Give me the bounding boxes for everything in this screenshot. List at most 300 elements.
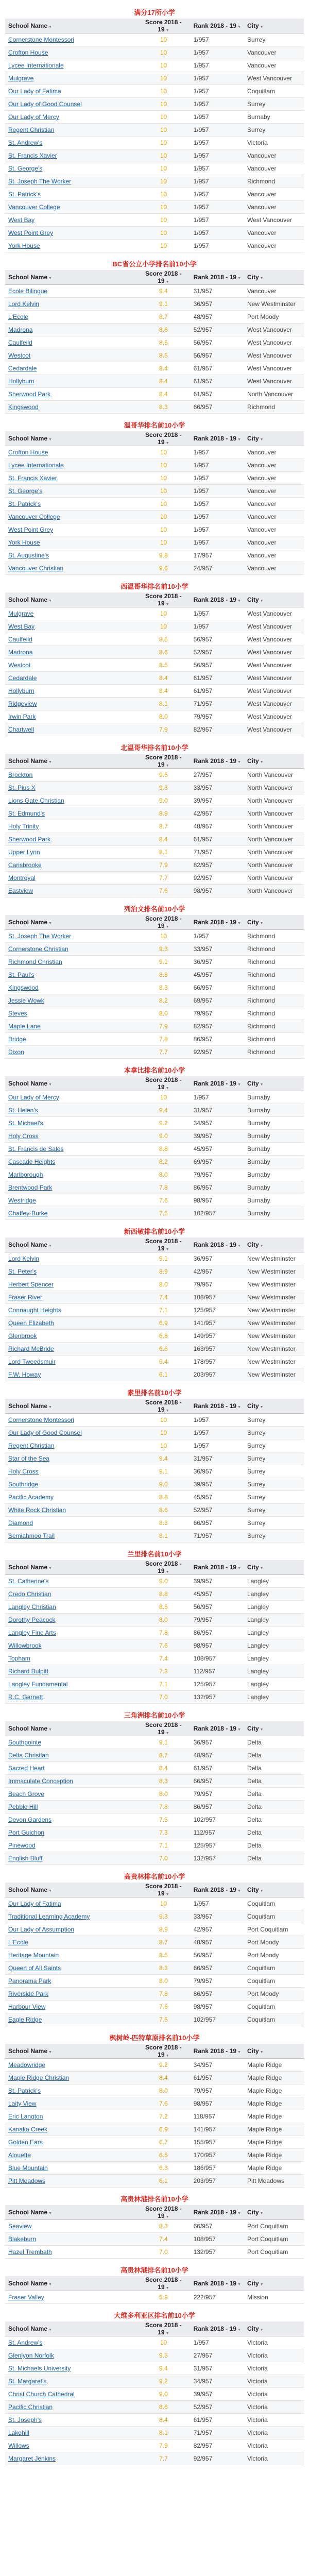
score-header[interactable] xyxy=(136,1076,190,1091)
school-name-link[interactable]: Queen Elizabeth xyxy=(5,1317,136,1330)
score-value: 10 xyxy=(136,485,190,498)
school-name-header[interactable] xyxy=(5,2321,136,2336)
school-name-header[interactable] xyxy=(5,1721,136,1736)
score-value: 7.5 xyxy=(136,1814,190,1826)
sort-icon[interactable]: ▼ xyxy=(48,1728,52,1732)
school-name-link[interactable]: F.W. Howay xyxy=(5,1368,136,1381)
school-name-header[interactable] xyxy=(5,270,136,285)
school-name-link[interactable]: St. Francis Xavier xyxy=(5,149,136,162)
school-name-link[interactable]: Pebble Hill xyxy=(5,1801,136,1814)
school-name-link[interactable]: Richard McBride xyxy=(5,1343,136,1355)
score-header[interactable] xyxy=(136,1883,190,1897)
sort-icon[interactable]: ▼ xyxy=(260,2212,264,2215)
school-name-link[interactable]: Carisbrooke xyxy=(5,859,136,872)
school-name-link[interactable]: Ridgeview xyxy=(5,698,136,710)
school-name-link[interactable]: Cornerstone Montessori xyxy=(5,1414,136,1427)
school-name-link[interactable]: Bridge xyxy=(5,1033,136,1046)
school-name-link[interactable]: Eagle Ridge xyxy=(5,2013,136,2026)
school-name-link[interactable]: Fraser Valley xyxy=(5,2291,136,2304)
school-name-link[interactable]: Delta Christian xyxy=(5,1749,136,1762)
sort-icon[interactable]: ▼ xyxy=(165,1087,169,1090)
school-name-link[interactable]: Meadowridge xyxy=(5,2059,136,2072)
city-header[interactable] xyxy=(244,592,304,607)
sort-icon[interactable]: ▼ xyxy=(237,2283,241,2286)
school-name-link[interactable]: Alouette xyxy=(5,2149,136,2162)
school-name-link[interactable]: Panorama Park xyxy=(5,1975,136,1988)
school-name-link[interactable]: West Bay xyxy=(5,620,136,633)
school-name-link[interactable]: St. Andrew's xyxy=(5,2336,136,2349)
school-name-link[interactable]: Our Lady of Good Counsel xyxy=(5,98,136,111)
table-row xyxy=(5,794,304,807)
sort-icon[interactable]: ▼ xyxy=(48,438,52,442)
school-name-link[interactable]: Westcot xyxy=(5,349,136,362)
school-name-link[interactable]: Christ Church Cathedral xyxy=(5,2388,136,2401)
school-name-link[interactable]: Our Lady of Mercy xyxy=(5,111,136,124)
school-name-link[interactable]: Willowbrook xyxy=(5,1639,136,1652)
score-value: 10 xyxy=(136,459,190,472)
school-name-link[interactable]: Riverside Park xyxy=(5,1988,136,2001)
sort-icon[interactable]: ▼ xyxy=(48,1405,52,1409)
school-name-link[interactable]: Vancouver Christian xyxy=(5,562,136,575)
sort-icon[interactable]: ▼ xyxy=(48,1083,52,1087)
sort-icon[interactable]: ▼ xyxy=(48,2212,52,2215)
rank-header[interactable] xyxy=(191,270,244,285)
table-header xyxy=(5,431,304,446)
school-name-link[interactable]: Westridge xyxy=(5,1194,136,1207)
sort-icon[interactable]: ▼ xyxy=(260,25,264,29)
school-name-link[interactable]: Traditional Learning Academy xyxy=(5,1910,136,1923)
sort-icon[interactable]: ▼ xyxy=(237,25,241,29)
school-name-link[interactable]: West Point Grey xyxy=(5,227,136,240)
school-name-link[interactable]: St. Joseph The Worker xyxy=(5,930,136,943)
city-header[interactable] xyxy=(244,431,304,446)
school-name-link[interactable]: Madrona xyxy=(5,324,136,336)
sort-icon[interactable]: ▼ xyxy=(260,2283,264,2286)
city-header[interactable] xyxy=(244,2205,304,2220)
rank-value: 79/957 xyxy=(191,1278,244,1291)
school-name-link[interactable]: St. Edmund's xyxy=(5,807,136,820)
rank-header[interactable] xyxy=(191,1721,244,1736)
school-name-link[interactable]: English Bluff xyxy=(5,1852,136,1865)
school-name-link[interactable]: Vancouver College xyxy=(5,201,136,214)
school-name-link[interactable]: Brentwood Park xyxy=(5,1181,136,1194)
score-header[interactable] xyxy=(136,431,190,446)
school-name-link[interactable]: York House xyxy=(5,240,136,252)
school-name-link[interactable]: Devon Gardens xyxy=(5,1814,136,1826)
school-name-link[interactable]: Crofton House xyxy=(5,446,136,459)
school-name-link[interactable]: Cedardale xyxy=(5,362,136,375)
school-name-header[interactable] xyxy=(5,1076,136,1091)
school-name-link[interactable]: Eric Langton xyxy=(5,2110,136,2123)
sort-icon[interactable]: ▼ xyxy=(237,1405,241,1409)
school-name-link[interactable]: Our Lady of Mercy xyxy=(5,1091,136,1104)
school-name-link[interactable]: Herbert Spencer xyxy=(5,1278,136,1291)
sort-icon[interactable]: ▼ xyxy=(165,442,169,445)
city-header[interactable] xyxy=(244,1238,304,1252)
school-name-link[interactable]: Diamond xyxy=(5,1517,136,1530)
rank-header[interactable] xyxy=(191,592,244,607)
school-name-link[interactable]: Ecole Bilingue xyxy=(5,285,136,298)
city-value: New Westminster xyxy=(244,1343,304,1355)
city-value: Richmond xyxy=(244,1033,304,1046)
school-name-link[interactable]: Holy Trinity xyxy=(5,820,136,833)
school-name-link[interactable]: Kingswood xyxy=(5,401,136,414)
school-name-link[interactable]: Credo Christian xyxy=(5,1588,136,1601)
sort-icon[interactable]: ▼ xyxy=(48,760,52,764)
school-name-header[interactable] xyxy=(5,1560,136,1575)
sort-icon[interactable]: ▼ xyxy=(237,922,241,925)
school-name-link[interactable]: Margaret Jenkins xyxy=(5,2452,136,2465)
school-name-link[interactable]: St. Patrick's xyxy=(5,498,136,511)
table-row xyxy=(5,1949,304,1962)
rank-header[interactable] xyxy=(191,1076,244,1091)
sort-icon[interactable]: ▼ xyxy=(260,599,264,603)
sort-icon[interactable]: ▼ xyxy=(48,599,52,603)
school-name-link[interactable]: L'Ecole xyxy=(5,1936,136,1949)
school-name-link[interactable]: St. Helen's xyxy=(5,1104,136,1117)
school-name-link[interactable]: R.C. Garnett xyxy=(5,1691,136,1704)
school-name-link[interactable]: Laity View xyxy=(5,2097,136,2110)
sort-icon[interactable]: ▼ xyxy=(237,599,241,603)
rank-header[interactable] xyxy=(191,1560,244,1575)
sort-icon[interactable]: ▼ xyxy=(260,760,264,764)
school-name-link[interactable]: Crofton House xyxy=(5,46,136,59)
sort-icon[interactable]: ▼ xyxy=(165,29,169,32)
school-name-link[interactable]: Maple Ridge Christian xyxy=(5,2072,136,2084)
school-name-link[interactable]: Seaview xyxy=(5,2220,136,2233)
rank-value: 34/957 xyxy=(191,2059,244,2072)
school-name-link[interactable]: Harbour View xyxy=(5,2001,136,2013)
sort-icon[interactable]: ▼ xyxy=(237,2212,241,2215)
school-name-link[interactable]: Lycee Internationale xyxy=(5,59,136,72)
school-name-link[interactable]: Langley Fine Arts xyxy=(5,1626,136,1639)
school-name-link[interactable]: Lord Tweedsmuir xyxy=(5,1355,136,1368)
school-name-link[interactable]: St. Francis de Sales xyxy=(5,1143,136,1156)
rank-header[interactable] xyxy=(191,1399,244,1414)
score-header[interactable] xyxy=(136,915,190,930)
school-name-link[interactable]: St. George's xyxy=(5,485,136,498)
school-name-header[interactable] xyxy=(5,19,136,33)
sort-icon[interactable]: ▼ xyxy=(237,1083,241,1087)
school-name-link[interactable]: Langley Fundamental xyxy=(5,1678,136,1691)
school-name-link[interactable]: Glenlyon Norfolk xyxy=(5,2349,136,2362)
sort-icon[interactable]: ▼ xyxy=(165,764,169,768)
city-header[interactable] xyxy=(244,270,304,285)
school-name-link[interactable]: Richmond Christian xyxy=(5,956,136,969)
school-name-link[interactable]: Pinewood xyxy=(5,1839,136,1852)
school-name-link[interactable]: Eastview xyxy=(5,885,136,897)
school-name-link[interactable]: Port Guichon xyxy=(5,1826,136,1839)
sort-icon[interactable]: ▼ xyxy=(48,1889,52,1893)
school-name-link[interactable]: St. Catherine's xyxy=(5,1575,136,1588)
city-header[interactable] xyxy=(244,754,304,769)
score-header[interactable] xyxy=(136,1238,190,1252)
sort-icon[interactable]: ▼ xyxy=(48,2328,52,2332)
school-name-link[interactable]: Hazel Trembath xyxy=(5,2246,136,2259)
sort-icon[interactable]: ▼ xyxy=(260,1567,264,1570)
city-header[interactable] xyxy=(244,2044,304,2059)
score-header[interactable] xyxy=(136,19,190,33)
school-name-link[interactable]: St. Paul's xyxy=(5,969,136,981)
school-name-link[interactable]: Regent Christian xyxy=(5,1439,136,1452)
score-header[interactable] xyxy=(136,1399,190,1414)
school-name-link[interactable]: Caulfeild xyxy=(5,336,136,349)
city-header[interactable] xyxy=(244,1883,304,1897)
city-header[interactable] xyxy=(244,2276,304,2291)
school-name-header[interactable] xyxy=(5,2205,136,2220)
rank-header[interactable] xyxy=(191,915,244,930)
school-name-link[interactable]: Sherwood Park xyxy=(5,833,136,846)
table-row xyxy=(5,1788,304,1801)
school-name-link[interactable]: Heritage Mountain xyxy=(5,1949,136,1962)
school-name-link[interactable]: West Bay xyxy=(5,214,136,227)
school-name-link[interactable]: Blakeburn xyxy=(5,2233,136,2246)
score-header[interactable] xyxy=(136,754,190,769)
rank-header[interactable] xyxy=(191,754,244,769)
school-name-link[interactable]: Our Lady of Good Counsel xyxy=(5,1427,136,1439)
school-name-link[interactable]: Langley Christian xyxy=(5,1601,136,1614)
rank-header[interactable] xyxy=(191,2276,244,2291)
rank-header[interactable] xyxy=(191,19,244,33)
school-name-link[interactable]: Brockton xyxy=(5,769,136,782)
school-name-link[interactable]: Southridge xyxy=(5,1478,136,1491)
school-name-header[interactable] xyxy=(5,2276,136,2291)
rank-value: 56/957 xyxy=(191,1601,244,1614)
sort-icon[interactable]: ▼ xyxy=(237,760,241,764)
school-name-link[interactable]: Cedardale xyxy=(5,672,136,685)
city-header[interactable] xyxy=(244,2321,304,2336)
school-name-link[interactable]: Lions Gate Christian xyxy=(5,794,136,807)
school-name-link[interactable]: Kanaka Creek xyxy=(5,2123,136,2136)
rank-header[interactable] xyxy=(191,2321,244,2336)
city-value: Surrey xyxy=(244,1517,304,1530)
school-name-link[interactable]: L'Ecole xyxy=(5,311,136,324)
school-name-link[interactable]: Upper Lynn xyxy=(5,846,136,859)
school-name-link[interactable]: Cornerstone Christian xyxy=(5,943,136,956)
school-name-link[interactable]: St. Joseph The Worker xyxy=(5,175,136,188)
school-name-link[interactable]: Star of the Sea xyxy=(5,1452,136,1465)
school-name-link[interactable]: Montroyal xyxy=(5,872,136,885)
school-name-link[interactable]: Holy Cross xyxy=(5,1465,136,1478)
sort-icon[interactable]: ▼ xyxy=(237,277,241,280)
school-name-link[interactable]: Beach Grove xyxy=(5,1788,136,1801)
sort-icon[interactable]: ▼ xyxy=(260,1083,264,1087)
sort-icon[interactable]: ▼ xyxy=(165,2332,169,2335)
school-name-header[interactable] xyxy=(5,431,136,446)
school-name-link[interactable]: St. Patrick's xyxy=(5,188,136,201)
sort-icon[interactable]: ▼ xyxy=(48,25,52,29)
score-header[interactable] xyxy=(136,1721,190,1736)
school-name-link[interactable]: St. Peter's xyxy=(5,1265,136,1278)
sort-icon[interactable]: ▼ xyxy=(165,1248,169,1251)
city-header[interactable] xyxy=(244,1560,304,1575)
school-name-header[interactable] xyxy=(5,1399,136,1414)
school-name-link[interactable]: Immaculate Conception xyxy=(5,1775,136,1788)
sort-icon[interactable]: ▼ xyxy=(165,280,169,284)
school-name-header[interactable] xyxy=(5,592,136,607)
city-header[interactable] xyxy=(244,1076,304,1091)
school-name-link[interactable]: St. Patrick's xyxy=(5,2084,136,2097)
school-name-link[interactable]: Kingswood xyxy=(5,981,136,994)
score-header[interactable] xyxy=(136,2044,190,2059)
sort-icon[interactable]: ▼ xyxy=(165,1570,169,1574)
sort-icon[interactable]: ▼ xyxy=(237,1889,241,1893)
city-header[interactable] xyxy=(244,915,304,930)
school-name-link[interactable]: Topham xyxy=(5,1652,136,1665)
school-name-link[interactable]: Regent Christian xyxy=(5,124,136,137)
school-name-link[interactable]: Chartwell xyxy=(5,723,136,736)
school-name-link[interactable]: Richard Bulpitt xyxy=(5,1665,136,1678)
school-name-link[interactable]: Lord Kelvin xyxy=(5,298,136,311)
score-header[interactable] xyxy=(136,2276,190,2291)
school-name-link[interactable]: White Rock Christian xyxy=(5,1504,136,1517)
rank-header[interactable] xyxy=(191,1883,244,1897)
school-name-link[interactable]: Fraser River xyxy=(5,1291,136,1304)
school-name-link[interactable]: St. Michaels University xyxy=(5,2362,136,2375)
score-header[interactable] xyxy=(136,2205,190,2220)
score-header[interactable] xyxy=(136,2321,190,2336)
school-name-link[interactable]: Lakehill xyxy=(5,2427,136,2439)
rank-value: 61/957 xyxy=(191,685,244,698)
school-name-link[interactable]: St. Margaret's xyxy=(5,2375,136,2388)
school-name-link[interactable]: Our Lady of Fatima xyxy=(5,85,136,98)
sort-icon[interactable]: ▼ xyxy=(260,1405,264,1409)
school-name-link[interactable]: Our Lady of Fatima xyxy=(5,1897,136,1910)
school-name-link[interactable]: St. George's xyxy=(5,162,136,175)
sort-icon[interactable]: ▼ xyxy=(260,277,264,280)
school-name-link[interactable]: Holy Cross xyxy=(5,1130,136,1143)
school-name-link[interactable]: St. Joseph's xyxy=(5,2414,136,2427)
sort-icon[interactable]: ▼ xyxy=(48,922,52,925)
score-header[interactable] xyxy=(136,270,190,285)
school-name-link[interactable]: St. Francis Xavier xyxy=(5,472,136,485)
sort-icon[interactable]: ▼ xyxy=(165,2054,169,2058)
sort-icon[interactable]: ▼ xyxy=(237,1567,241,1570)
school-name-link[interactable]: Caulfeild xyxy=(5,633,136,646)
school-name-link[interactable]: Mulgrave xyxy=(5,607,136,620)
rank-value: 1/957 xyxy=(191,201,244,214)
school-name-link[interactable]: Hollyburn xyxy=(5,685,136,698)
school-name-link[interactable]: Cornerstone Montessori xyxy=(5,33,136,46)
school-name-link[interactable]: Golden Ears xyxy=(5,2136,136,2149)
school-name-link[interactable]: Connaught Heights xyxy=(5,1304,136,1317)
sort-icon[interactable]: ▼ xyxy=(260,2050,264,2054)
sort-icon[interactable]: ▼ xyxy=(48,2050,52,2054)
city-value: Richmond xyxy=(244,969,304,981)
school-name-header[interactable] xyxy=(5,1238,136,1252)
school-name-link[interactable]: Cascade Heights xyxy=(5,1156,136,1168)
sort-icon[interactable]: ▼ xyxy=(48,1244,52,1248)
sort-icon[interactable]: ▼ xyxy=(165,1732,169,1735)
school-name-header[interactable] xyxy=(5,2044,136,2059)
school-name-link[interactable]: Sherwood Park xyxy=(5,388,136,401)
school-name-link[interactable]: St. Michael's xyxy=(5,1117,136,1130)
school-name-link[interactable]: Glenbrook xyxy=(5,1330,136,1343)
school-name-link[interactable]: St. Augustine's xyxy=(5,549,136,562)
school-name-link[interactable]: Dorothy Peacock xyxy=(5,1614,136,1626)
column-label: Rank 2018 - 19 xyxy=(193,919,236,926)
school-name-link[interactable]: Southpointe xyxy=(5,1736,136,1749)
school-name-link[interactable]: Marlborough xyxy=(5,1168,136,1181)
school-name-link[interactable]: York House xyxy=(5,536,136,549)
rank-header[interactable] xyxy=(191,2044,244,2059)
school-name-link[interactable]: Lord Kelvin xyxy=(5,1252,136,1265)
sort-icon[interactable]: ▼ xyxy=(48,1567,52,1570)
sort-icon[interactable]: ▼ xyxy=(260,922,264,925)
school-name-link[interactable]: Pacific Academy xyxy=(5,1491,136,1504)
sort-icon[interactable]: ▼ xyxy=(165,2215,169,2219)
school-name-link[interactable]: Vancouver College xyxy=(5,511,136,523)
sort-icon[interactable]: ▼ xyxy=(237,2050,241,2054)
sort-icon[interactable]: ▼ xyxy=(165,1893,169,1896)
school-name-link[interactable]: Our Lady of Assumption xyxy=(5,1923,136,1936)
school-name-link[interactable]: Pacific Christian xyxy=(5,2401,136,2414)
school-name-header[interactable] xyxy=(5,754,136,769)
city-value: Langley xyxy=(244,1678,304,1691)
score-header[interactable] xyxy=(136,592,190,607)
score-header[interactable] xyxy=(136,1560,190,1575)
school-name-link[interactable]: West Point Grey xyxy=(5,523,136,536)
school-name-link[interactable]: Mulgrave xyxy=(5,72,136,85)
sort-icon[interactable]: ▼ xyxy=(260,1889,264,1893)
school-name-link[interactable]: Chaffey-Burke xyxy=(5,1207,136,1220)
rank-header[interactable] xyxy=(191,1238,244,1252)
sort-icon[interactable]: ▼ xyxy=(260,438,264,442)
school-name-link[interactable]: Willows xyxy=(5,2439,136,2452)
school-name-link[interactable]: Pitt Meadows xyxy=(5,2175,136,2188)
sort-icon[interactable]: ▼ xyxy=(48,2283,52,2286)
school-name-header[interactable] xyxy=(5,915,136,930)
sort-icon[interactable]: ▼ xyxy=(237,438,241,442)
school-name-link[interactable]: Westcot xyxy=(5,659,136,672)
city-header[interactable] xyxy=(244,19,304,33)
school-name-link[interactable]: Blue Mountain xyxy=(5,2162,136,2175)
school-name-link[interactable]: Jessie Wowk xyxy=(5,994,136,1007)
sort-icon[interactable]: ▼ xyxy=(237,2328,241,2332)
sort-icon[interactable]: ▼ xyxy=(260,2328,264,2332)
rank-header[interactable] xyxy=(191,431,244,446)
school-name-link[interactable]: Maple Lane xyxy=(5,1020,136,1033)
school-name-link[interactable]: Hollyburn xyxy=(5,375,136,388)
rank-header[interactable] xyxy=(191,2205,244,2220)
sort-icon[interactable]: ▼ xyxy=(165,1409,169,1413)
city-header[interactable] xyxy=(244,1721,304,1736)
school-name-link[interactable]: Irwin Park xyxy=(5,710,136,723)
school-name-link[interactable]: Sacred Heart xyxy=(5,1762,136,1775)
sort-icon[interactable]: ▼ xyxy=(165,603,169,606)
sort-icon[interactable]: ▼ xyxy=(260,1244,264,1248)
school-name-link[interactable]: Madrona xyxy=(5,646,136,659)
sort-icon[interactable]: ▼ xyxy=(260,1728,264,1732)
school-name-link[interactable]: Steves xyxy=(5,1007,136,1020)
sort-icon[interactable]: ▼ xyxy=(165,925,169,929)
school-name-header[interactable] xyxy=(5,1883,136,1897)
sort-icon[interactable]: ▼ xyxy=(237,1244,241,1248)
school-name-link[interactable]: Dixon xyxy=(5,1046,136,1059)
school-name-link[interactable]: St. Pius X xyxy=(5,782,136,794)
school-name-link[interactable]: St. Andrew's xyxy=(5,137,136,149)
sort-icon[interactable]: ▼ xyxy=(237,1728,241,1732)
school-name-link[interactable]: Queen of All Saints xyxy=(5,1962,136,1975)
ranking-table xyxy=(5,1238,304,1381)
school-name-link[interactable]: Semiahmoo Trail xyxy=(5,1530,136,1543)
rank-value: 112/957 xyxy=(191,1826,244,1839)
city-header[interactable] xyxy=(244,1399,304,1414)
sort-icon[interactable]: ▼ xyxy=(48,277,52,280)
school-name-link[interactable]: Lycee Internationale xyxy=(5,459,136,472)
table-row xyxy=(5,1652,304,1665)
sort-icon[interactable]: ▼ xyxy=(165,2286,169,2290)
